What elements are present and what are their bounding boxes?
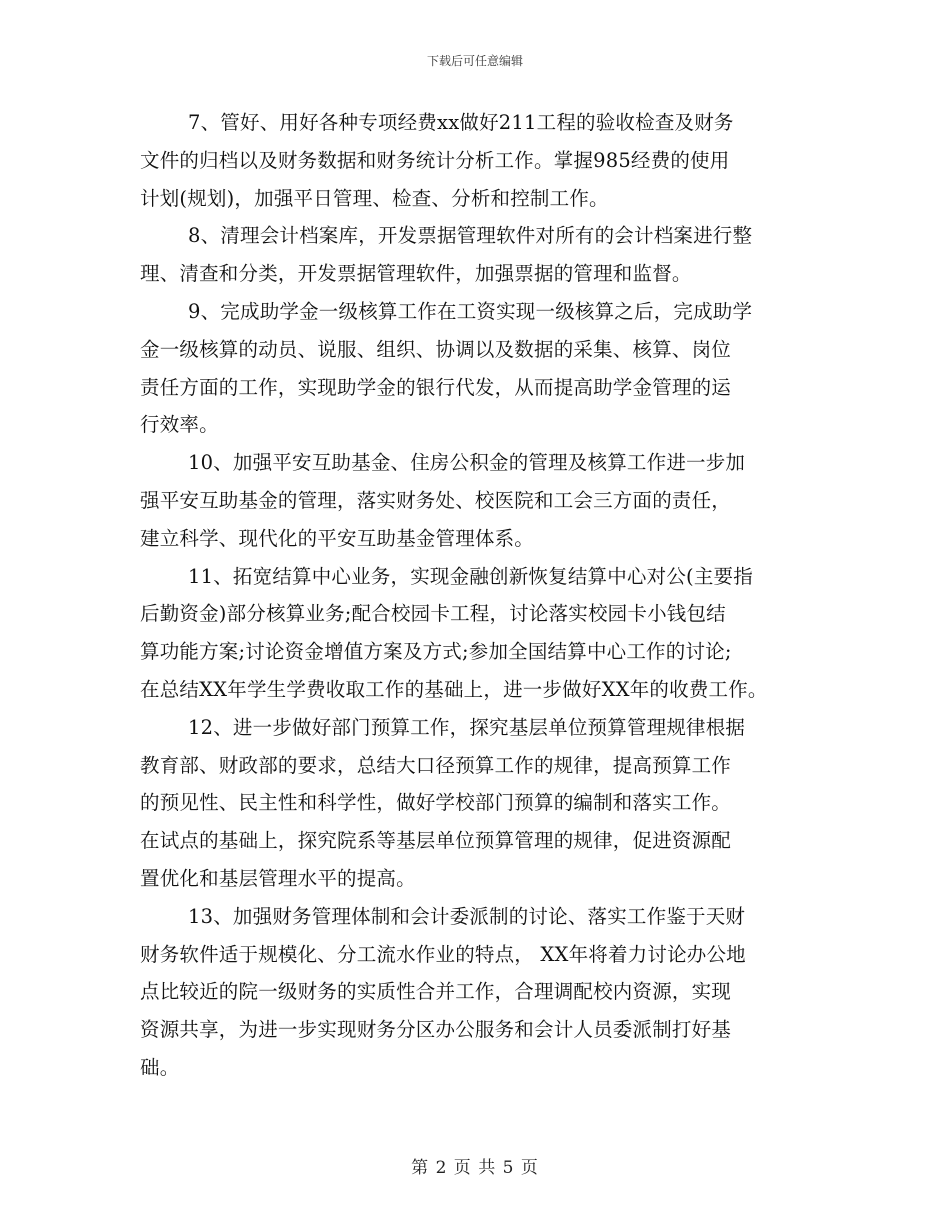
- text-line: 的预见性、民主性和科学性，做好学校部门预算的编制和落实工作。: [140, 791, 732, 815]
- text-line: 算功能方案;讨论资金增值方案及方式;参加全国结算中心工作的讨论;: [140, 640, 732, 664]
- text-line: 建立科学、现代化的平安互助基金管理体系。: [140, 526, 535, 550]
- paragraph: [140, 104, 830, 217]
- text-line: 强平安互助基金的管理，落实财务处、校医院和工会三方面的责任，: [140, 488, 732, 512]
- text-line: 理、清查和分类，开发票据管理软件，加强票据的管理和监督。: [140, 262, 692, 286]
- body-text: [140, 104, 830, 1087]
- text-line: 点比较近的院一级财务的实质性合并工作，合理调配校内资源，实现: [140, 980, 732, 1004]
- text-line: 后勤资金)部分核算业务;配合校园卡工程，讨论落实校园卡小钱包结: [140, 602, 726, 626]
- text-line: 计划(规划)，加强平日管理、检查、分析和控制工作。: [140, 186, 609, 210]
- text-line: 财务软件适于规模化、分工流水作业的特点， XX年将着力讨论办公地: [140, 942, 746, 966]
- text-line: 础。: [140, 1055, 180, 1079]
- text-line: 12、进一步做好部门预算工作，探究基层单位预算管理规律根据: [188, 715, 746, 739]
- page-header: 下载后可任意编辑: [426, 54, 523, 68]
- text-line: 13、加强财务管理体制和会计委派制的讨论、落实工作鉴于天财: [188, 904, 746, 928]
- text-line: 责任方面的工作，实现助学金的银行代发，从而提高助学金管理的运: [140, 375, 732, 399]
- page-footer: 第 2 页 共 5 页: [411, 1158, 539, 1178]
- paragraph: [140, 558, 830, 709]
- text-line: 文件的归档以及财务数据和财务统计分析工作。掌握985经费的使用: [140, 148, 730, 172]
- text-line: 9、完成助学金一级核算工作在工资实现一级核算之后，完成助学: [188, 299, 753, 323]
- text-line: 置优化和基层管理水平的提高。: [140, 866, 416, 890]
- text-line: 11、拓宽结算中心业务，实现金融创新恢复结算中心对公(主要指: [188, 564, 753, 588]
- text-line: 7、管好、用好各种专项经费xx做好211工程的验收检查及财务: [188, 111, 734, 134]
- paragraph: [140, 444, 830, 557]
- paragraph: [140, 898, 830, 1087]
- text-line: 行效率。: [140, 413, 219, 437]
- paragraph: [140, 709, 830, 898]
- text-line: 教育部、财政部的要求，总结大口径预算工作的规律，提高预算工作: [140, 753, 732, 777]
- text-line: 在总结XX年学生学费收取工作的基础上，进一步做好XX年的收费工作。: [140, 677, 768, 701]
- text-line: 10、加强平安互助基金、住房公积金的管理及核算工作进一步加: [188, 451, 746, 475]
- paragraph: [140, 293, 830, 444]
- text-line: 金一级核算的动员、说服、组织、协调以及数据的采集、核算、岗位: [140, 337, 732, 361]
- paragraph: [140, 217, 830, 293]
- text-line: 资源共享，为进一步实现财务分区办公服务和会计人员委派制打好基: [140, 1018, 732, 1042]
- text-line: 在试点的基础上，探究院系等基层单位预算管理的规律，促进资源配: [140, 829, 732, 853]
- text-line: 8、清理会计档案库，开发票据管理软件对所有的会计档案进行整: [188, 224, 753, 248]
